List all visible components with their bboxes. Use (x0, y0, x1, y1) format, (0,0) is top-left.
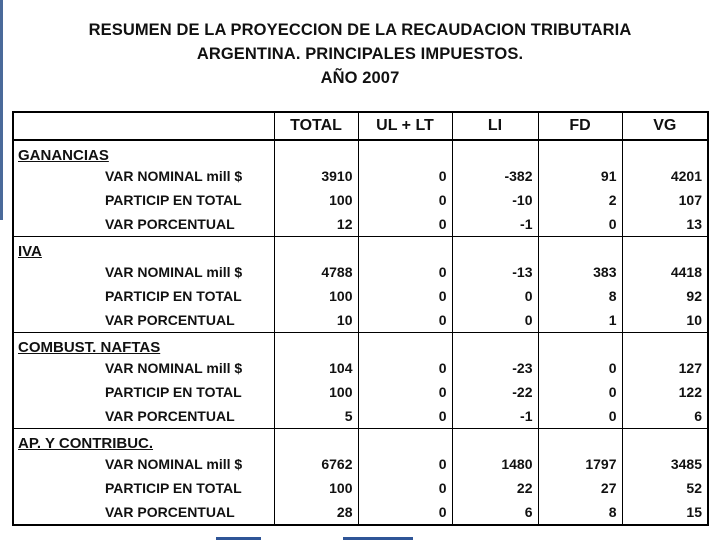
value-cell: 52 (622, 476, 708, 500)
table-row (13, 308, 708, 333)
value-cell: 122 (622, 380, 708, 404)
row-label: VAR NOMINAL mill $ (13, 260, 274, 284)
value-cell: 6 (452, 500, 538, 525)
value-cell: 8 (538, 500, 622, 525)
column-header-total: TOTAL (274, 112, 358, 140)
value-cell: 107 (622, 188, 708, 212)
value-cell: -1 (452, 212, 538, 237)
value-cell: 0 (358, 404, 452, 429)
group-empty-cell (538, 237, 622, 261)
table-row (13, 164, 708, 188)
group-empty-cell (622, 140, 708, 164)
row-label: VAR NOMINAL mill $ (13, 356, 274, 380)
value-cell: 383 (538, 260, 622, 284)
group-empty-cell (358, 140, 452, 164)
value-cell: 0 (538, 356, 622, 380)
group-empty-cell (452, 333, 538, 357)
row-label: VAR PORCENTUAL (13, 308, 274, 333)
header-blank-cell (13, 112, 274, 140)
group-empty-cell (452, 429, 538, 453)
column-header-fd: FD (538, 112, 622, 140)
group-empty-cell (274, 429, 358, 453)
value-cell: 0 (358, 356, 452, 380)
column-header-li: LI (452, 112, 538, 140)
value-cell: 15 (622, 500, 708, 525)
group-empty-cell (622, 237, 708, 261)
value-cell: 6 (622, 404, 708, 429)
group-row (13, 140, 708, 164)
table-row (13, 188, 708, 212)
value-cell: 4418 (622, 260, 708, 284)
value-cell: 127 (622, 356, 708, 380)
title-line-2: ARGENTINA. PRINCIPALES IMPUESTOS. (196, 45, 524, 63)
value-cell: 0 (358, 260, 452, 284)
group-empty-cell (274, 333, 358, 357)
value-cell: 0 (358, 284, 452, 308)
value-cell: 0 (538, 404, 622, 429)
value-cell: 0 (358, 452, 452, 476)
value-cell: 104 (274, 356, 358, 380)
value-cell: 0 (538, 380, 622, 404)
value-cell: 22 (452, 476, 538, 500)
group-empty-cell (622, 429, 708, 453)
row-label: PARTICIP EN TOTAL (13, 476, 274, 500)
table-row (13, 476, 708, 500)
table-row (13, 260, 708, 284)
row-label: VAR PORCENTUAL (13, 500, 274, 525)
group-empty-cell (358, 333, 452, 357)
group-name: IVA (13, 237, 274, 261)
group-empty-cell (452, 140, 538, 164)
value-cell: 3485 (622, 452, 708, 476)
group-empty-cell (538, 333, 622, 357)
table-row (13, 356, 708, 380)
value-cell: 5 (274, 404, 358, 429)
value-cell: -382 (452, 164, 538, 188)
group-row (13, 429, 708, 453)
group-empty-cell (452, 237, 538, 261)
value-cell: 100 (274, 380, 358, 404)
value-cell: 0 (452, 308, 538, 333)
table-header-row (13, 112, 708, 140)
value-cell: 1 (538, 308, 622, 333)
value-cell: 100 (274, 476, 358, 500)
value-cell: 13 (622, 212, 708, 237)
value-cell: 10 (274, 308, 358, 333)
table-row (13, 500, 708, 525)
value-cell: 0 (538, 212, 622, 237)
column-header-ul-lt: UL + LT (358, 112, 452, 140)
row-label: VAR PORCENTUAL (13, 212, 274, 237)
column-header-vg: VG (622, 112, 708, 140)
row-label: PARTICIP EN TOTAL (13, 284, 274, 308)
value-cell: 92 (622, 284, 708, 308)
group-empty-cell (622, 333, 708, 357)
value-cell: -13 (452, 260, 538, 284)
group-name: GANANCIAS (13, 140, 274, 164)
value-cell: 27 (538, 476, 622, 500)
tax-projection-table (12, 111, 709, 526)
group-empty-cell (274, 237, 358, 261)
value-cell: 2 (538, 188, 622, 212)
value-cell: 100 (274, 188, 358, 212)
group-row (13, 237, 708, 261)
group-empty-cell (538, 429, 622, 453)
table-row (13, 284, 708, 308)
group-empty-cell (274, 140, 358, 164)
row-label: VAR NOMINAL mill $ (13, 452, 274, 476)
value-cell: 28 (274, 500, 358, 525)
title-line-1: RESUMEN DE LA PROYECCION DE LA RECAUDACION TRIBUTARIA (88, 21, 632, 39)
group-empty-cell (358, 237, 452, 261)
value-cell: 0 (358, 308, 452, 333)
value-cell: 0 (452, 284, 538, 308)
group-row (13, 333, 708, 357)
value-cell: 91 (538, 164, 622, 188)
value-cell: 12 (274, 212, 358, 237)
row-label: PARTICIP EN TOTAL (13, 380, 274, 404)
group-empty-cell (538, 140, 622, 164)
value-cell: 0 (358, 188, 452, 212)
row-label: PARTICIP EN TOTAL (13, 188, 274, 212)
value-cell: 4788 (274, 260, 358, 284)
value-cell: -10 (452, 188, 538, 212)
value-cell: 3910 (274, 164, 358, 188)
value-cell: 0 (358, 476, 452, 500)
document-title (0, 18, 720, 90)
value-cell: 4201 (622, 164, 708, 188)
row-label: VAR PORCENTUAL (13, 404, 274, 429)
value-cell: -22 (452, 380, 538, 404)
value-cell: 0 (358, 212, 452, 237)
table-row (13, 212, 708, 237)
value-cell: 0 (358, 164, 452, 188)
row-label: VAR NOMINAL mill $ (13, 164, 274, 188)
value-cell: 10 (622, 308, 708, 333)
value-cell: 0 (358, 500, 452, 525)
value-cell: 100 (274, 284, 358, 308)
value-cell: -23 (452, 356, 538, 380)
table-row (13, 380, 708, 404)
table-row (13, 452, 708, 476)
value-cell: -1 (452, 404, 538, 429)
value-cell: 1480 (452, 452, 538, 476)
group-empty-cell (358, 429, 452, 453)
value-cell: 0 (358, 380, 452, 404)
group-name: AP. Y CONTRIBUC. (13, 429, 274, 453)
table-row (13, 404, 708, 429)
value-cell: 8 (538, 284, 622, 308)
title-line-3: AÑO 2007 (320, 69, 400, 87)
value-cell: 1797 (538, 452, 622, 476)
value-cell: 6762 (274, 452, 358, 476)
group-name: COMBUST. NAFTAS (13, 333, 274, 357)
